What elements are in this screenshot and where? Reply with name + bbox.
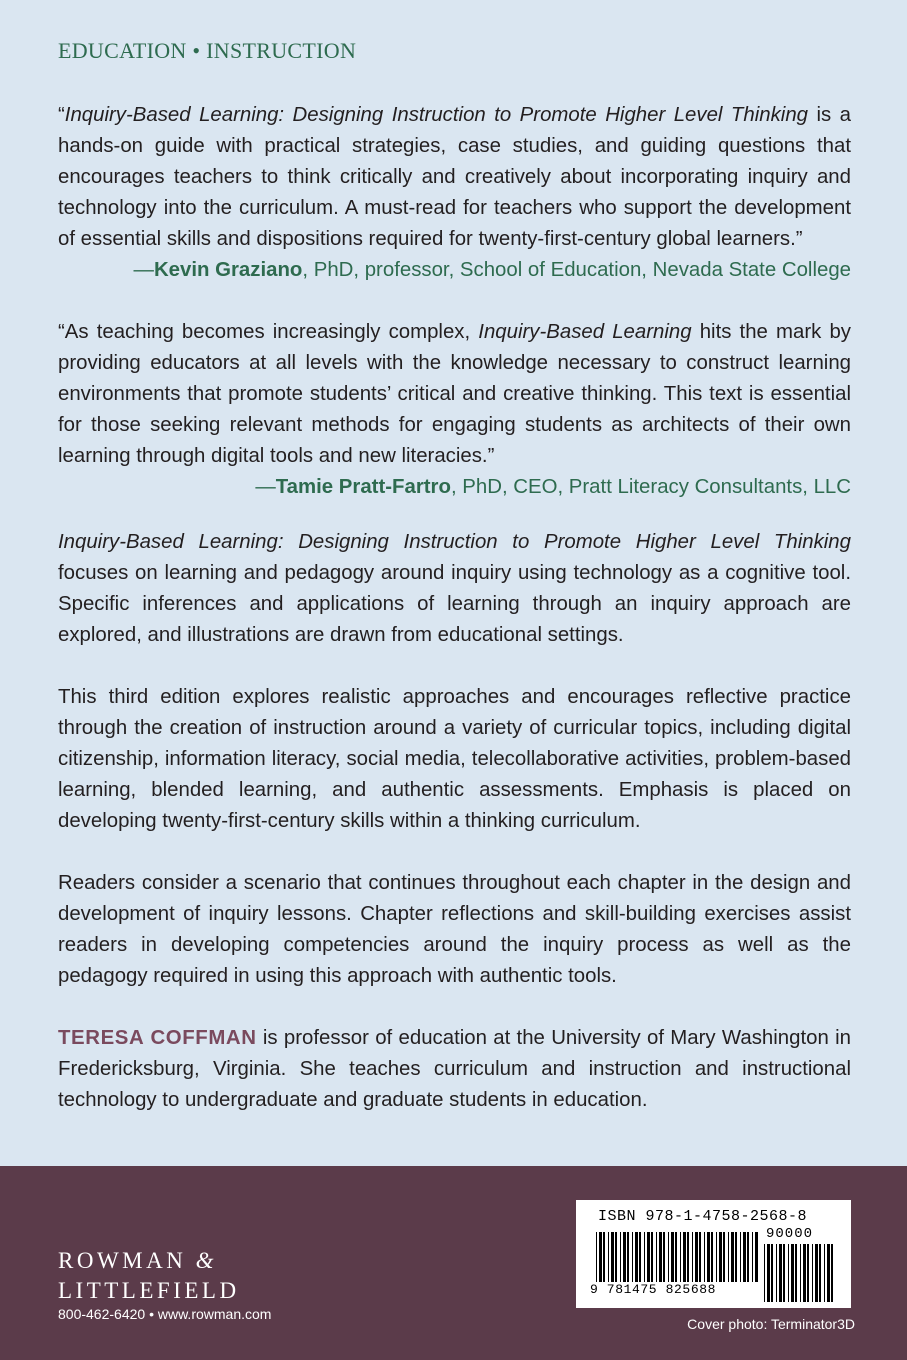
description-book-title: Inquiry-Based Learning: Designing Instruction to Promote Higher Level Thinking (58, 531, 851, 553)
price-code: 90000 (766, 1226, 814, 1242)
quote-2: “As teaching becomes increasingly complex, Inquiry-Based Learning hits the mark by providing educators at all levels with the knowledge necessary to construct learning environments that promote students’ critical and creative thinking. This text is essential for those seeking relevant methods for engaging students as architects of their own learning through digital tools and new literacies.” (58, 321, 851, 467)
description-paragraph-3: Readers consider a scenario that continues throughout each chapter in the design and development of inquiry lessons. Chapter reflections and skill-building exercises assist readers in developing competencies around the inquiry process as well as the pedagogy required in using this approach with authentic tools. (58, 872, 851, 987)
barcode-main-icon (596, 1232, 758, 1282)
publisher-contact: 800-462-6420 • www.rowman.com (58, 1306, 272, 1322)
isbn-barcode (576, 1200, 851, 1308)
isbn-text: ISBN 978-1-4758-2568-8 (598, 1208, 808, 1225)
quote-2-book-title: Inquiry-Based Learning (478, 321, 692, 343)
quote-2-name: Tamie Pratt-Fartro (275, 476, 451, 498)
quote-2-attribution: —Tamie Pratt-Fartro, PhD, CEO, Pratt Literacy Consultants, LLC (255, 476, 851, 498)
back-cover-text (58, 100, 851, 1116)
quote-1-book-title: Inquiry-Based Learning: Designing Instruction to Promote Higher Level Thinking (64, 104, 808, 126)
quote-1-attribution: —Kevin Graziano, PhD, professor, School of Education, Nevada State College (133, 259, 851, 281)
description-paragraph-1: Inquiry-Based Learning: Designing Instruction to Promote Higher Level Thinking focuses on learning and pedagogy around inquiry using technology as a cognitive tool. Specific inferences and applications of learning through an inquiry approach are explored, and illustrations are drawn from educational settings. (58, 531, 851, 646)
footer-band (0, 1166, 907, 1360)
quote-1: “Inquiry-Based Learning: Designing Instruction to Promote Higher Level Thinking is a hands-on guide with practical strategies, case studies, and guiding questions that encourages teachers to think critically and creatively about incorporating inquiry and technology into the curriculum. A must-read for teachers who support the development of essential skills and dispositions required for twenty-first-century global learners.” (58, 104, 851, 250)
photo-credit: Cover photo: Terminator3D (687, 1316, 855, 1332)
publisher-logo: ROWMAN & LITTLEFIELD (58, 1248, 240, 1303)
barcode-addon-icon (764, 1244, 834, 1302)
quote-1-name: Kevin Graziano (153, 259, 303, 281)
barcode-digits: 9 781475 825688 (586, 1282, 750, 1297)
category-label: EDUCATION • INSTRUCTION (58, 38, 357, 63)
author-bio: TERESA COFFMAN is professor of education at the University of Mary Washington in Fredericksburg, Virginia. She teaches curriculum and instruction and instructional technology to undergraduate and graduate students in education. (58, 1027, 851, 1111)
author-name: TERESA COFFMAN (58, 1027, 257, 1049)
description-paragraph-2: This third edition explores realistic approaches and encourages reflective practice through the creation of instruction around a variety of curricular topics, including digital citizenship, information literacy, social media, telecollaborative activities, problem-based learning, blended learning, and authentic assessments. Emphasis is placed on developing twenty-first-century skills within a thinking curriculum. (58, 686, 851, 832)
